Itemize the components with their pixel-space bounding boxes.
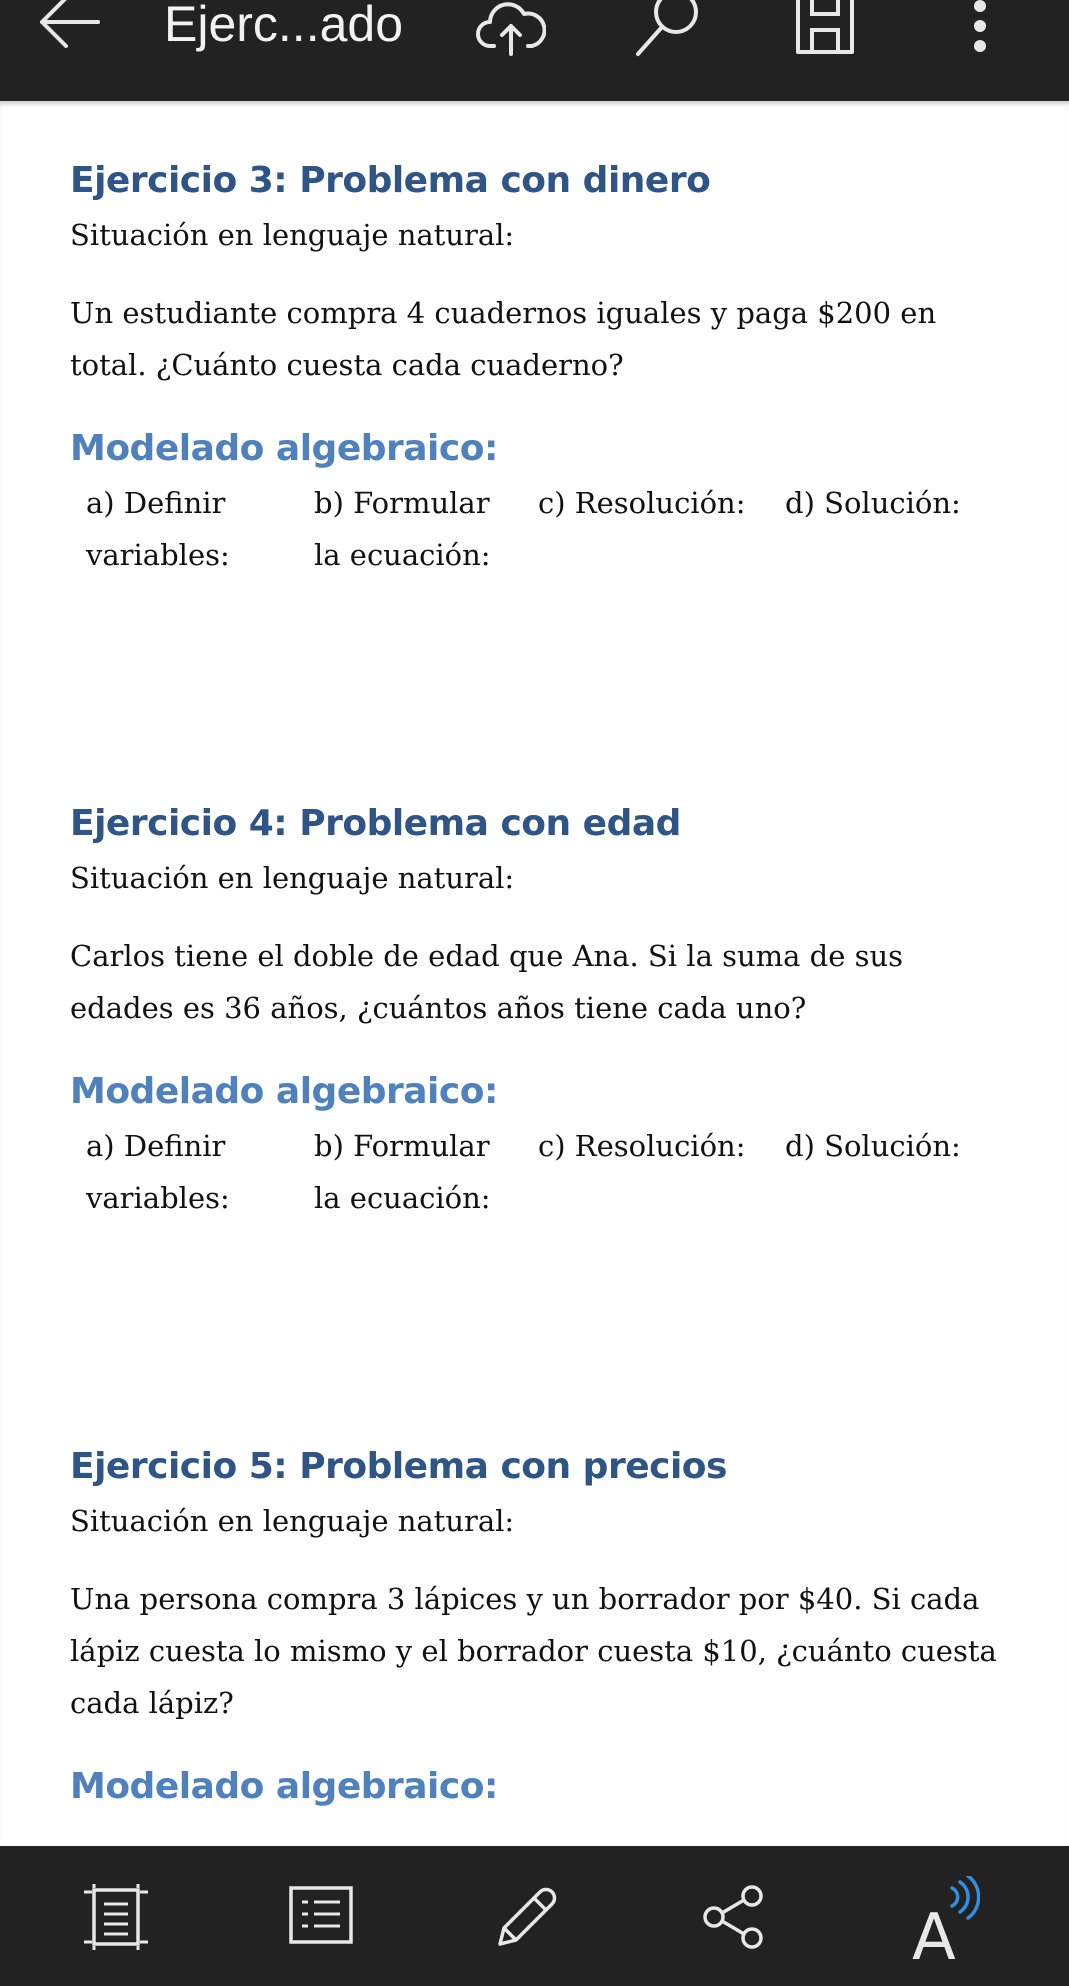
modeling-steps [70, 477, 1010, 587]
edit-pencil-icon[interactable] [494, 1884, 560, 1950]
step-formulate-equation: b) Formular la ecuación: [314, 1129, 491, 1215]
top-app-bar [0, 0, 1069, 101]
model-title: Modelado algebraico: [70, 1071, 498, 1112]
share-icon[interactable] [702, 1884, 766, 1950]
situation-label: Situación en lenguaje natural: [70, 1504, 515, 1538]
problem-statement: Carlos tiene el doble de edad que Ana. Si la suma de sus edades es 36 años, ¿cuántos años tiene cada uno? [70, 939, 904, 1025]
read-aloud-icon[interactable]: A [912, 1901, 956, 1975]
step-resolution: c) Resolución: [538, 1129, 746, 1163]
step-formulate-equation: b) Formular la ecuación: [314, 486, 491, 572]
exercise-title: Ejercicio 4: Problema con edad [70, 803, 681, 844]
cloud-upload-icon[interactable] [476, 0, 546, 56]
save-icon[interactable] [794, 0, 858, 56]
step-solution: d) Solución: [785, 1129, 961, 1163]
modeling-steps [70, 1120, 1010, 1230]
problem-statement: Una persona compra 3 lápices y un borrador por $40. Si cada lápiz cuesta lo mismo y el borrador cuesta $10, ¿cuánto cuesta cada lápiz? [70, 1582, 997, 1720]
step-solution: d) Solución: [785, 486, 961, 520]
situation-label: Situación en lenguaje natural: [70, 218, 515, 252]
search-icon[interactable] [632, 0, 704, 60]
step-define-variables: a) Definir variables: [86, 486, 230, 572]
model-title: Modelado algebraico: [70, 1766, 498, 1807]
document-page[interactable] [0, 101, 1069, 1846]
document-title[interactable]: Ejerc...ado [164, 0, 404, 52]
exercise-title: Ejercicio 3: Problema con dinero [70, 160, 711, 201]
exercise-5 [70, 1439, 1010, 1813]
model-title: Modelado algebraico: [70, 428, 498, 469]
exercise-3 [70, 153, 1010, 587]
back-arrow-icon[interactable] [34, 0, 104, 50]
mobile-view-icon[interactable] [288, 1884, 354, 1946]
situation-label: Situación en lenguaje natural: [70, 861, 515, 895]
bottom-toolbar [0, 1846, 1069, 1986]
more-vertical-icon[interactable] [960, 0, 1000, 56]
exercise-title: Ejercicio 5: Problema con precios [70, 1446, 727, 1487]
problem-statement: Un estudiante compra 4 cuadernos iguales y paga $200 en total. ¿Cuánto cuesta cada cuaderno? [70, 296, 937, 382]
step-define-variables: a) Definir variables: [86, 1129, 230, 1215]
exercise-4 [70, 796, 1010, 1230]
page-layout-icon[interactable] [80, 1884, 152, 1950]
step-resolution: c) Resolución: [538, 486, 746, 520]
